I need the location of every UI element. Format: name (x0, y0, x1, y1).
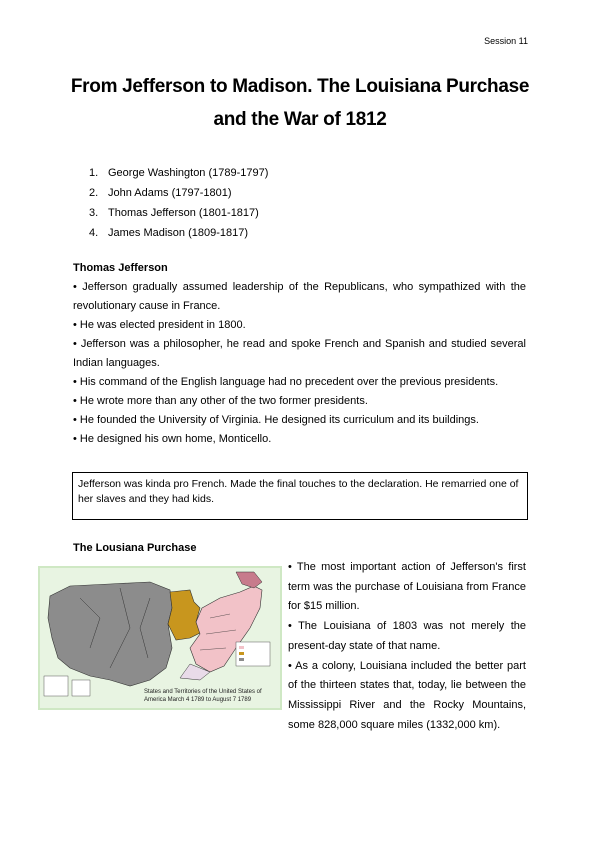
list-text: John Adams (1797-1801) (108, 187, 232, 199)
title-line-2: and the War of 1812 (213, 109, 387, 130)
note-box: Jefferson was kinda pro French. Made the final touches to the declaration. He remarried one of her slaves and they had kids. (72, 472, 528, 520)
jefferson-bullets (73, 278, 526, 449)
page-title (60, 70, 540, 136)
presidents-list (89, 163, 268, 243)
legend-swatch (239, 646, 244, 649)
louisiana-region-shape (168, 590, 202, 640)
list-item (89, 183, 268, 203)
louisiana-heading: The Lousiana Purchase (73, 542, 197, 554)
jefferson-heading: Thomas Jefferson (73, 262, 168, 274)
list-text: James Madison (1809-1817) (108, 227, 249, 239)
bullet-item: • As a colony, Louisiana included the better part of the thirteen states that, today, lie between the Mississippi River and the Rocky Mountains, some 828,000 square miles (1332,000 km). (288, 659, 526, 731)
list-text: Thomas Jefferson (1801-1817) (108, 207, 259, 219)
legend-swatch (239, 652, 244, 655)
inset-box (44, 676, 68, 696)
title-line-1: From Jefferson to Madison. The Louisiana Purchase (70, 76, 530, 97)
new-england-shape (236, 572, 262, 588)
list-number: 2. (89, 187, 99, 199)
bullet-item: • He designed his own home, Monticello. (73, 433, 272, 445)
legend-swatch (239, 658, 244, 661)
inset-box (72, 680, 90, 696)
list-item (89, 163, 268, 183)
bullet-item: • He founded the University of Virginia. He designed its curriculum and its buildings. (73, 414, 479, 426)
list-item (89, 223, 268, 243)
bullet-item: • The Louisiana of 1803 was not merely the present-day state of that name. (288, 620, 526, 652)
session-label: Session 11 (484, 36, 528, 46)
list-item (89, 203, 268, 223)
list-number: 1. (89, 167, 99, 179)
bullet-item: • He wrote more than any other of the two former presidents. (73, 395, 368, 407)
map-caption: States and Territories of the United States of America March 4 1789 to August 7 1789 (144, 689, 262, 703)
list-text: George Washington (1789-1797) (108, 167, 269, 179)
bullet-item: • He was elected president in 1800. (73, 319, 246, 331)
western-territory-shape (48, 582, 172, 686)
list-number: 3. (89, 207, 99, 219)
us-territories-map (38, 566, 282, 710)
louisiana-bullets (288, 558, 526, 735)
bullet-item: • The most important action of Jefferson's first term was the purchase of Louisiana from France for $15 million. (288, 561, 526, 613)
bullet-item: • His command of the English language had no precedent over the previous presidents. (73, 376, 499, 388)
bullet-item: • Jefferson gradually assumed leadership of the Republicans, who sympathized with the revolutionary cause in France. (73, 281, 526, 312)
bullet-item: • Jefferson was a philosopher, he read and spoke French and Spanish and studied several Indian languages. (73, 338, 526, 369)
map-image (40, 568, 280, 708)
list-number: 4. (89, 227, 99, 239)
